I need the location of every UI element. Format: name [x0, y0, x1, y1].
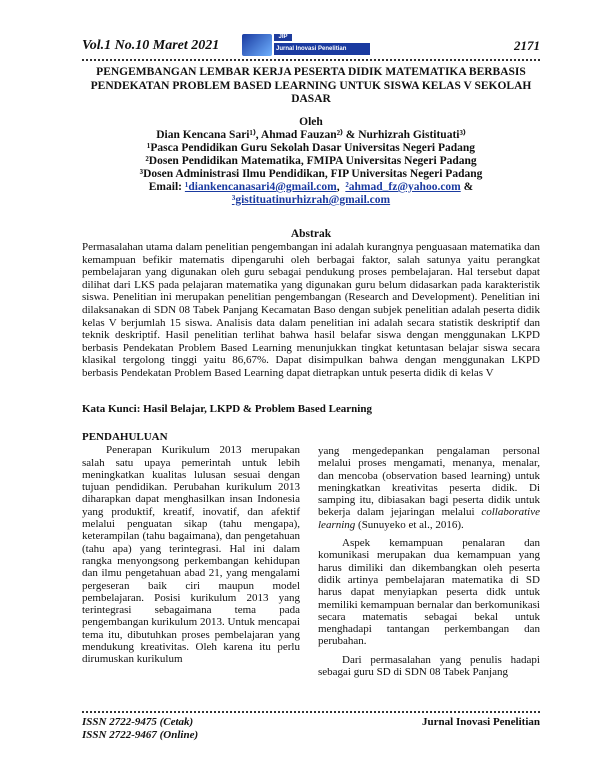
abstract-heading: Abstrak [290, 228, 332, 240]
paragraph-text: yang mengedepankan pengalaman personal melalui proses mengamati, menanya, menalar, dan mencoba (observation based learning) untuk meningkatkan kreativitas peserta didik. Di samping itu, dibiasakan bagi peserta didik untuk bekerja dalam jejaringan melalui [318, 445, 540, 519]
email-line-2 [82, 194, 540, 207]
affiliation-2: ²Dosen Pendidikan Matematika, FMIPA Universitas Negeri Padang [145, 155, 477, 167]
title-line: PENDEKATAN PROBLEM BASED LEARNING UNTUK SISWA KELAS V SEKOLAH [90, 79, 532, 92]
footer-divider [82, 711, 540, 713]
paper-title [82, 66, 540, 107]
title-line: PENGEMBANGAN LEMBAR KERJA PESERTA DIDIK MATEMATIKA BERBASIS [96, 66, 526, 78]
paragraph [318, 445, 540, 531]
section-heading: PENDAHULUAN [82, 431, 168, 443]
left-column [82, 431, 300, 666]
logo-graphic [242, 34, 272, 56]
logo-tag: JIP [274, 34, 292, 41]
email-link-2[interactable]: ²ahmad_fz@yahoo.com [345, 181, 461, 193]
abstract-text: Permasalahan utama dalam penelitian pengembangan ini adalah kurangnya penguasaan matematika dan kemampuan befikir matematis dipengaruhi oleh berbagai faktor, salah satunya yaitu perangkat pembelajaran yang digunakan oleh guru sebagai pendukung proses pembelajaran. Hal tersebut dapat dilihat dari LKS pada pelajaran matematika yang digunakan guru belum didasarkan pada karakteristik siswa. Penelitian ini merupakan penelitian pengembangan (Research and Development). Penelitian ini dilaksanakan di SDN 08 Tabek Panjang Kecamatan Baso dengan subjek penelitian adalah peserta didik kelas V berjumlah 15 siswa. Analisis data dalam penelitian ini adalah secara statistik deskriptif dan teknik deskriptif. Hasil penelitian terlihat bahwa hasil belafar siswa dengan menggunakan LKPD berbasis Pendekatan Problem Based Learning menunjukkan tingkat ketuntasan belajar siswa secara klasikal tergolong tinggi yaitu 86,67%. Dapat disimpulkan bahwa dengan menggunakan LKPD berbasis Pendekatan Problem Based Learning dapat dietrapkan untuk peserta didik di kelas V [82, 241, 540, 379]
keywords: Kata Kunci: Hasil Belajar, LKPD & Problem Based Learning [82, 403, 372, 415]
affiliation-3: ³Dosen Administrasi Ilmu Pendidikan, FIP Universitas Negeri Padang [139, 168, 483, 180]
page-footer [82, 716, 540, 742]
citation: (Sunuyeko et al., 2016). [355, 518, 464, 531]
right-column [318, 445, 540, 678]
page-number: 2171 [514, 38, 540, 53]
volume-label: Vol.1 No.10 Maret 2021 [82, 38, 220, 53]
email-ampersand: & [460, 181, 474, 193]
author-names: Dian Kencana Sari¹⁾, Ahmad Fauzan²⁾ & Nurhizrah Gistituati³⁾ [156, 129, 466, 141]
issn-online: ISSN 2722-9467 (Online) [82, 729, 199, 741]
journal-logo [242, 34, 372, 56]
oleh-label: Oleh [299, 116, 323, 128]
paragraph: Aspek kemampuan penalaran dan komunikasi merupakan dua kemampuan yang harus dimiliki dan dikembangkan oleh peserta didik artinya pembelajaran matematika di SD harus dapat menyiapkan peserta didk untuk memiliki kemampuan bernalar dan berkomunikasi secara matematis sebagai bekal untuk menghadapi tantangan perkembangan dan perubahan. [318, 537, 540, 648]
email-link-3[interactable]: ³gistituatinurhizrah@gmail.com [231, 194, 391, 206]
title-line: DASAR [291, 93, 331, 105]
email-line: Email: ¹diankencanasari4@gmail.com, ²ahmad_fz@yahoo.com & [148, 181, 474, 193]
author-block [82, 116, 540, 207]
affiliation-1: ¹Pasca Pendidikan Guru Sekolah Dasar Universitas Negeri Padang [146, 142, 476, 154]
header-divider [82, 59, 540, 61]
journal-name: Jurnal Inovasi Penelitian [422, 716, 540, 728]
logo-text: Jurnal Inovasi Penelitian [274, 43, 370, 55]
issn-print: ISSN 2722-9475 (Cetak) [82, 716, 194, 728]
email-link-1[interactable]: ¹diankencanasari4@gmail.com [184, 181, 337, 193]
paragraph: Dari permasalahan yang penulis hadapi sebagai guru SD di SDN 08 Tabek Panjang [318, 653, 540, 679]
paragraph: Penerapan Kurikulum 2013 merupakan salah satu upaya pemerintah untuk lebih meningkatkan kualitas lulusan sesuai dengan tujuan pendidikan. Perubahan kurikulum 2013 diharapkan dapat menghasilkan insan Indonesia yang produktif, kreatif, inovatif, dan afektif melalui penguatan sikap (tahu mengapa), keterampilan (tahu bagaimana), dan pengetahuan (tahu apa) yang terintegrasi. Hal ini dalam rangka menyongsong perkembangan kehidupan dan ilmu pengetahuan abad 21, yang mengalami pergeseran baik ciri maupun model pembelajaran. Posisi kurikulum 2013 yang terintegrasi sebagaimana tema pada pengembangan kurikulum 2013. Untuk mencapai tema itu, dibutuhkan proses pembelajaran yang mendukung kreativitas. Oleh karena itu perlu dirumuskan kurikulum [82, 444, 300, 666]
italic-term: collaborative learning [318, 506, 540, 531]
email-label: Email: [148, 181, 185, 193]
